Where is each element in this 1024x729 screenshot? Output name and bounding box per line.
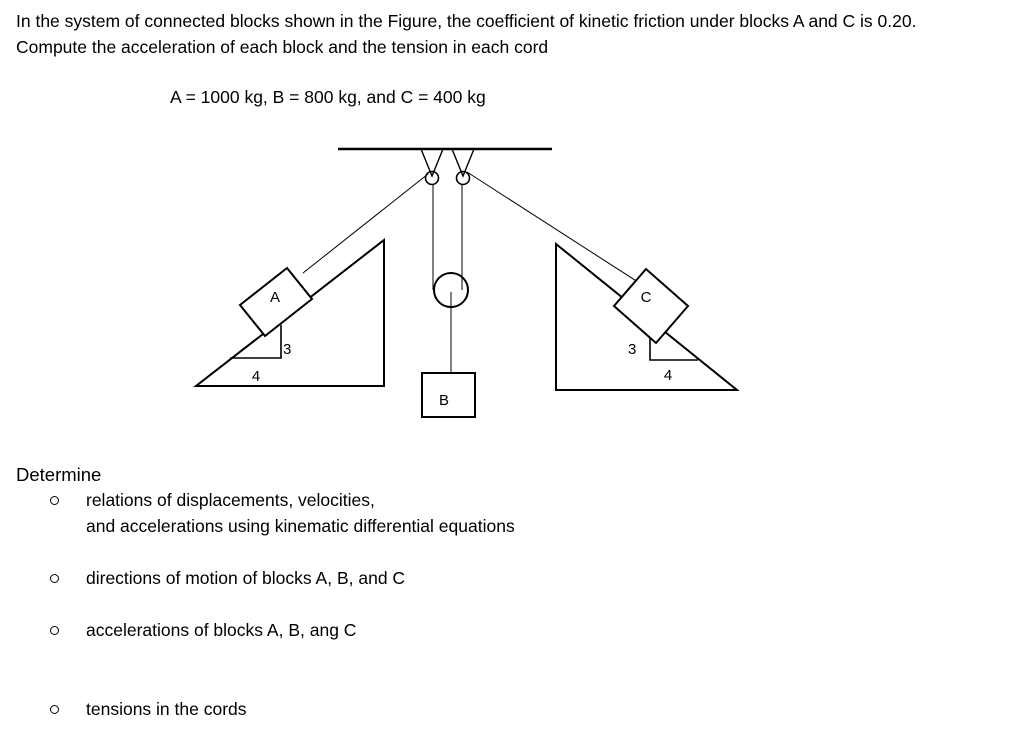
cord-a-to-pulley <box>303 174 428 273</box>
task-accelerations-text: accelerations of blocks A, B, ang C <box>86 620 357 640</box>
fixed-pulley-left <box>426 172 439 185</box>
bullet-icon <box>50 705 59 714</box>
block-c <box>614 269 688 343</box>
block-b-label: B <box>438 392 450 409</box>
bullet-icon <box>50 574 59 583</box>
cord-c-to-pulley <box>467 172 641 284</box>
slope-left-run-label: 4 <box>251 368 261 385</box>
block-a-label: A <box>269 289 281 306</box>
determine-heading: Determine <box>16 464 102 485</box>
problem-line-2: Compute the acceleration of each block and the tension in each cord <box>16 37 549 57</box>
task-relations-line-1: relations of displacements, velocities, <box>86 490 375 510</box>
slope-right-rise-label: 3 <box>628 341 637 358</box>
slope-right-run-label: 4 <box>663 367 673 384</box>
bullet-icon <box>50 496 59 505</box>
task-tensions-text: tensions in the cords <box>86 699 247 719</box>
slope-left-rise-label: 3 <box>283 341 292 358</box>
task-directions-text: directions of motion of blocks A, B, and C <box>86 568 406 588</box>
bullet-icon <box>50 626 59 635</box>
given-masses: A = 1000 kg, B = 800 kg, and C = 400 kg <box>170 87 486 107</box>
fixed-pulley-right <box>457 172 470 185</box>
task-relations-line-2: and accelerations using kinematic differential equations <box>86 516 515 536</box>
block-c-label: C <box>640 289 652 306</box>
problem-line-1: In the system of connected blocks shown in the Figure, the coefficient of kinetic friction under blocks A and C is 0.20. <box>16 11 917 31</box>
